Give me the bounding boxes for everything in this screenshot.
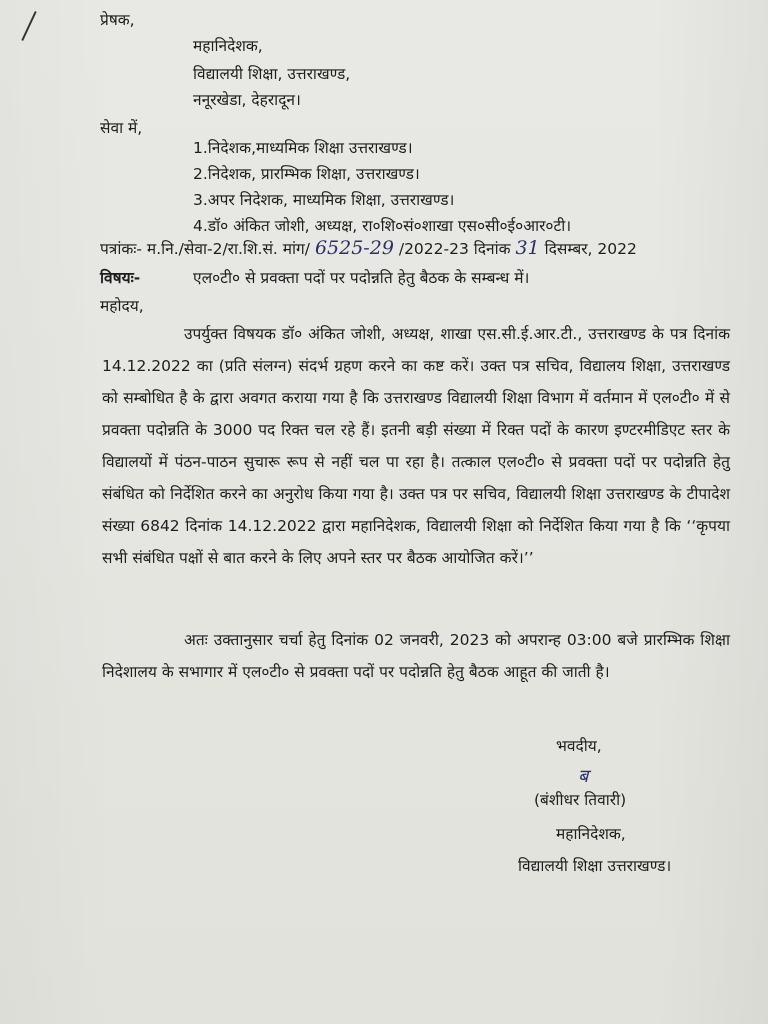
- signatory-designation: महानिदेशक,: [556, 825, 626, 843]
- recipient-item: 1.निदेशक,माध्यमिक शिक्षा उत्तराखण्ड।: [193, 139, 413, 157]
- signatory-name: (बंशीधर तिवारी): [534, 791, 627, 809]
- body-paragraph-2: अतः उक्तानुसार चर्चा हेतु दिनांक 02 जनवरी, 2023 को अपरान्ह 03:00 बजे प्रारम्भिक शिक्षा निदेशालय के सभागार में एल०टी० से प्रवक्ता पदों पर पदोन्नति हेतु बैठक आहूत की जाती है।: [102, 631, 730, 681]
- reference-suffix: /2022-23 दिनांक: [398, 240, 511, 258]
- signatory-dept: विद्यालयी शिक्षा उत्तराखण्ड।: [518, 857, 672, 875]
- subject-label: विषयः-: [100, 269, 141, 287]
- reference-prefix: पत्रांकः- म.नि./सेवा-2/रा.शि.सं. मांग/: [100, 240, 311, 258]
- salutation: महोदय,: [100, 297, 144, 315]
- recipient-item: 4.डॉ० अंकित जोशी, अध्यक्ष, रा०शि०सं०शाखा एस०सी०ई०आर०टी।: [193, 217, 572, 235]
- reference-line: [100, 238, 637, 259]
- recipients-label: सेवा में,: [100, 119, 143, 137]
- sender-name: महानिदेशक,: [193, 37, 263, 55]
- handwritten-day: 31: [515, 237, 540, 259]
- recipient-item: 2.निदेशक, प्रारम्भिक शिक्षा, उत्तराखण्ड।: [193, 165, 420, 183]
- recipient-item: 3.अपर निदेशक, माध्यमिक शिक्षा, उत्तराखण्ड।: [193, 191, 455, 209]
- handwritten-letter-number: 6525-29: [314, 237, 394, 259]
- sender-label: प्रेषक,: [100, 11, 135, 29]
- subject-text: एल०टी० से प्रवक्ता पदों पर पदोन्नति हेतु बैठक के सम्बन्ध में।: [193, 269, 530, 287]
- pen-mark: [21, 11, 36, 41]
- closing-yours: भवदीय,: [556, 737, 602, 755]
- sender-dept: विद्यालयी शिक्षा, उत्तराखण्ड,: [193, 65, 351, 83]
- signature-mark: ब: [578, 766, 589, 787]
- sender-address: ननूरखेडा, देहरादून।: [193, 91, 301, 109]
- reference-date: दिसम्बर, 2022: [544, 240, 637, 258]
- body-paragraph-1: उपर्युक्त विषयक डॉ० अंकित जोशी, अध्यक्ष, शाखा एस.सी.ई.आर.टी., उत्तराखण्ड के पत्र दिनांक 14.12.2022 का (प्रति संलग्न) संदर्भ ग्रहण करने का कष्ट करें। उक्त पत्र सचिव, विद्यालय शिक्षा, उत्तराखण्ड को सम्बोधित है के द्वारा अवगत कराया गया है कि उत्तराखण्ड विद्यालयी शिक्षा विभाग में वर्तमान में एल०टी० में से प्रवक्ता पदोन्नति के 3000 पद रिक्त चल रहे हैं। इतनी बड़ी संख्या में रिक्त पदों के कारण इण्टरमीडिएट स्तर के विद्यालयों में पंठन-पाठन सुचारू रूप से नहीं चल पा रहा है। तत्काल एल०टी० से प्रवक्ता पदों पर पदोन्नति हेतु संबंधित को निर्देशित करने का अनुरोध किया गया है। उक्त पत्र पर सचिव, विद्यालयी शिक्षा उत्तराखण्ड के टीपादेश संख्या 6842 दिनांक 14.12.2022 द्वारा महानिदेशक, विद्यालयी शिक्षा को निर्देशित किया गया है कि ‘‘कृपया सभी संबंधित पक्षों से बात करने के लिए अपने स्तर पर बैठक आयोजित करें।’’: [102, 325, 730, 567]
